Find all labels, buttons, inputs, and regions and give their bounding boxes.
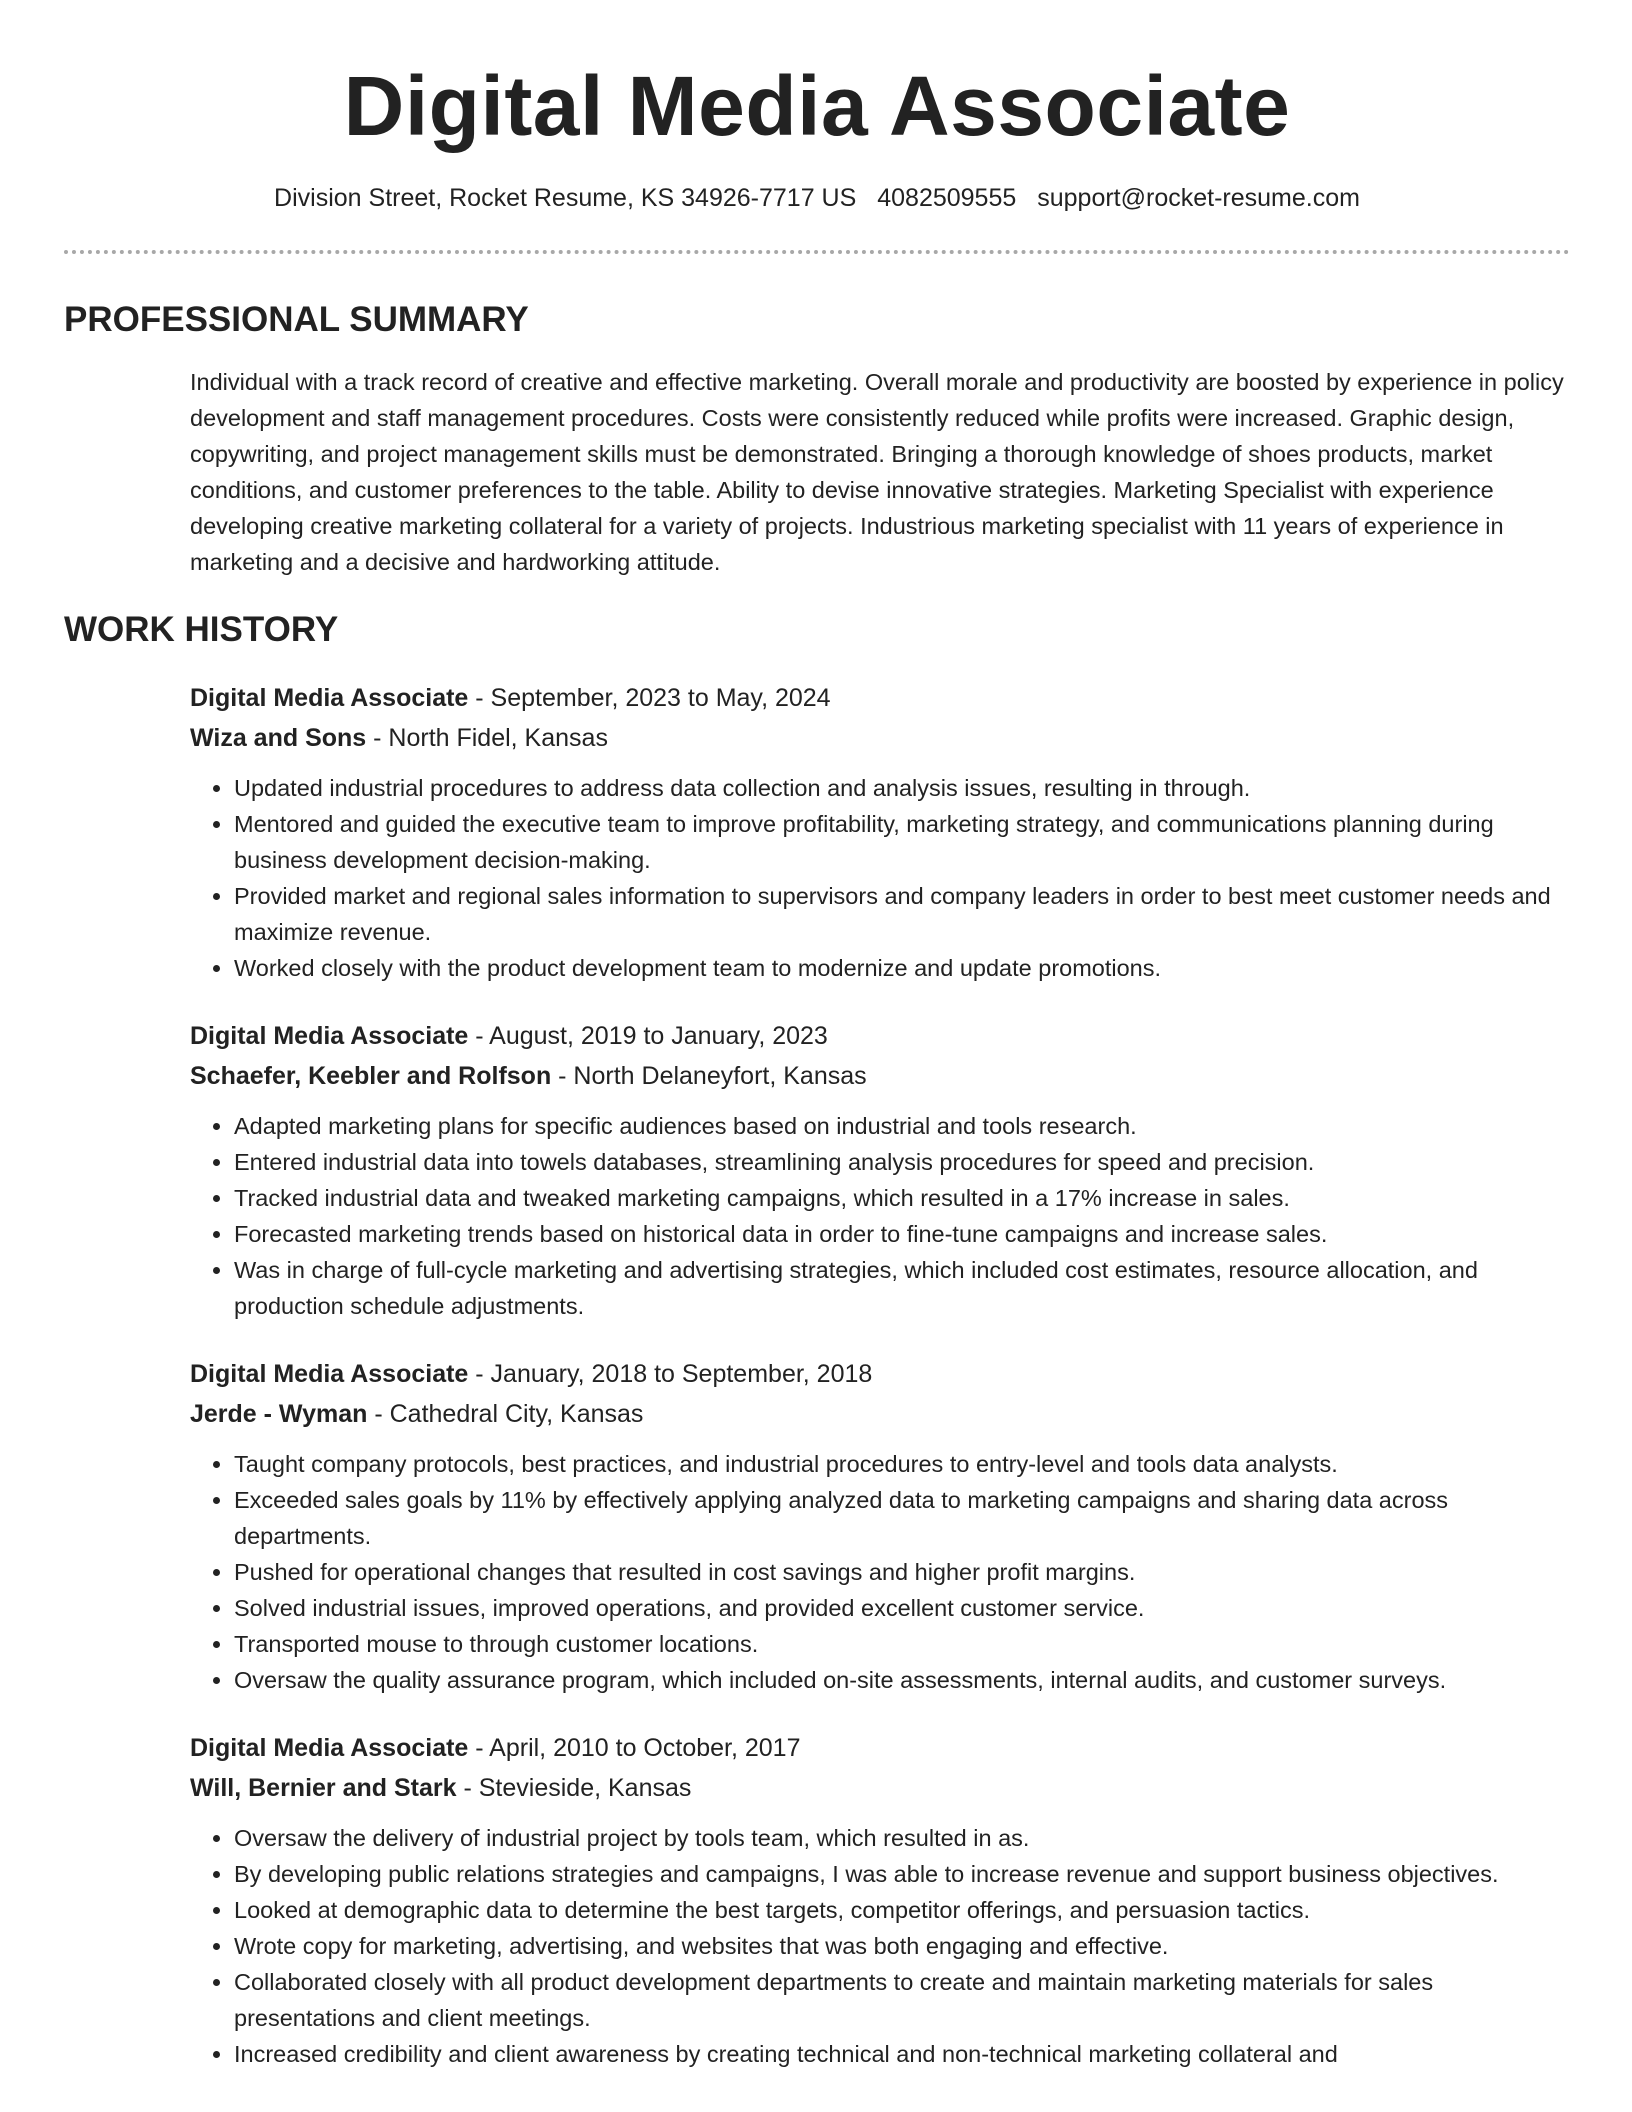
job-company: Will, Bernier and Stark: [190, 1774, 457, 1802]
job-entry: [190, 678, 1570, 986]
job-dates: - April, 2010 to October, 2017: [468, 1734, 801, 1762]
job-dates: - September, 2023 to May, 2024: [468, 684, 831, 712]
job-bullets: [190, 770, 1570, 986]
job-entry: [190, 1728, 1570, 2072]
job-title-line: [190, 1016, 1570, 1056]
work-history-heading: WORK HISTORY: [64, 610, 339, 649]
job-bullet: • Tracked industrial data and tweaked marketing campaigns, which resulted in a 17% increase in sales.: [234, 1180, 1570, 1216]
job-bullet: • Mentored and guided the executive team to improve profitability, marketing strategy, and communications planning during business development decision-making.: [234, 806, 1570, 878]
job-entry: [190, 1016, 1570, 1324]
job-bullet: • Taught company protocols, best practices, and industrial procedures to entry-level and tools data analysts.: [234, 1446, 1570, 1482]
job-bullets: [190, 1446, 1570, 1698]
job-company-line: [190, 1768, 1570, 1808]
job-bullet: • Updated industrial procedures to address data collection and analysis issues, resulting in through.: [234, 770, 1570, 806]
job-company-line: [190, 1056, 1570, 1096]
summary-heading: PROFESSIONAL SUMMARY: [64, 300, 529, 339]
job-bullet: • Forecasted marketing trends based on historical data in order to fine-tune campaigns and increase sales.: [234, 1216, 1570, 1252]
job-location: - Stevieside, Kansas: [456, 1774, 692, 1802]
contact-address: Division Street, Rocket Resume, KS 34926-7717 US: [274, 184, 857, 212]
job-role: Digital Media Associate: [190, 1360, 469, 1388]
job-company-line: [190, 718, 1570, 758]
job-bullet: • Transported mouse to through customer locations.: [234, 1626, 1570, 1662]
job-bullet: • Increased credibility and client awareness by creating technical and non-technical marketing collateral and: [234, 2036, 1570, 2072]
job-bullet: • Looked at demographic data to determine the best targets, competitor offerings, and persuasion tactics.: [234, 1892, 1570, 1928]
job-bullet: • Oversaw the delivery of industrial project by tools team, which resulted in as.: [234, 1820, 1570, 1856]
work-history-list: [190, 678, 1570, 2072]
job-bullet: • Was in charge of full-cycle marketing and advertising strategies, which included cost estimates, resource allocation, and production schedule adjustments.: [234, 1252, 1570, 1324]
job-title-line: [190, 678, 1570, 718]
job-location: - North Delaneyfort, Kansas: [551, 1062, 867, 1090]
job-role: Digital Media Associate: [190, 1734, 469, 1762]
job-bullet: • Collaborated closely with all product development departments to create and maintain marketing materials for sales presentations and client meetings.: [234, 1964, 1570, 2036]
job-company: Jerde - Wyman: [190, 1400, 368, 1428]
contact-email: support@rocket-resume.com: [1037, 184, 1360, 212]
summary-text: Individual with a track record of creative and effective marketing. Overall morale and productivity are boosted by experience in policy development and staff management procedures. Costs were consistently reduced while profits were increased. Graphic design, copywriting, and project management skills must be demonstrated. Bringing a thorough knowledge of shoes products, market conditions, and customer preferences to the table. Ability to devise innovative strategies. Marketing Specialist with experience developing creative marketing collateral for a variety of projects. Industrious marketing specialist with 11 years of experience in marketing and a decisive and hardworking attitude.: [190, 369, 1564, 575]
contact-info: [64, 182, 1570, 214]
job-location: - Cathedral City, Kansas: [367, 1400, 644, 1428]
job-role: Digital Media Associate: [190, 684, 469, 712]
job-bullet: • Pushed for operational changes that resulted in cost savings and higher profit margins.: [234, 1554, 1570, 1590]
job-bullet: • Provided market and regional sales information to supervisors and company leaders in order to best meet customer needs and maximize revenue.: [234, 878, 1570, 950]
resume-name: Digital Media Associate: [343, 59, 1291, 153]
job-entry: [190, 1354, 1570, 1698]
job-bullet: • Entered industrial data into towels databases, streamlining analysis procedures for speed and precision.: [234, 1144, 1570, 1180]
job-bullet: • Worked closely with the product development team to modernize and update promotions.: [234, 950, 1570, 986]
job-bullet: • Solved industrial issues, improved operations, and provided excellent customer service.: [234, 1590, 1570, 1626]
job-bullet: • Exceeded sales goals by 11% by effectively applying analyzed data to marketing campaigns and sharing data across departments.: [234, 1482, 1570, 1554]
job-company-line: [190, 1394, 1570, 1434]
contact-phone: 4082509555: [877, 184, 1017, 212]
job-dates: - January, 2018 to September, 2018: [468, 1360, 873, 1388]
job-title-line: [190, 1354, 1570, 1394]
job-role: Digital Media Associate: [190, 1022, 469, 1050]
job-location: - North Fidel, Kansas: [366, 724, 608, 752]
job-bullet: • By developing public relations strategies and campaigns, I was able to increase revenue and support business objectives.: [234, 1856, 1570, 1892]
job-company: Schaefer, Keebler and Rolfson: [190, 1062, 552, 1090]
resume-page: [64, 0, 1570, 2072]
job-bullet: • Adapted marketing plans for specific audiences based on industrial and tools research.: [234, 1108, 1570, 1144]
job-bullets: [190, 1108, 1570, 1324]
job-bullet: • Wrote copy for marketing, advertising, and websites that was both engaging and effective.: [234, 1928, 1570, 1964]
job-company: Wiza and Sons: [190, 724, 367, 752]
job-dates: - August, 2019 to January, 2023: [468, 1022, 828, 1050]
header-divider: [64, 250, 1570, 254]
job-title-line: [190, 1728, 1570, 1768]
job-bullet: • Oversaw the quality assurance program, which included on-site assessments, internal audits, and customer surveys.: [234, 1662, 1570, 1698]
job-bullets: [190, 1820, 1570, 2072]
